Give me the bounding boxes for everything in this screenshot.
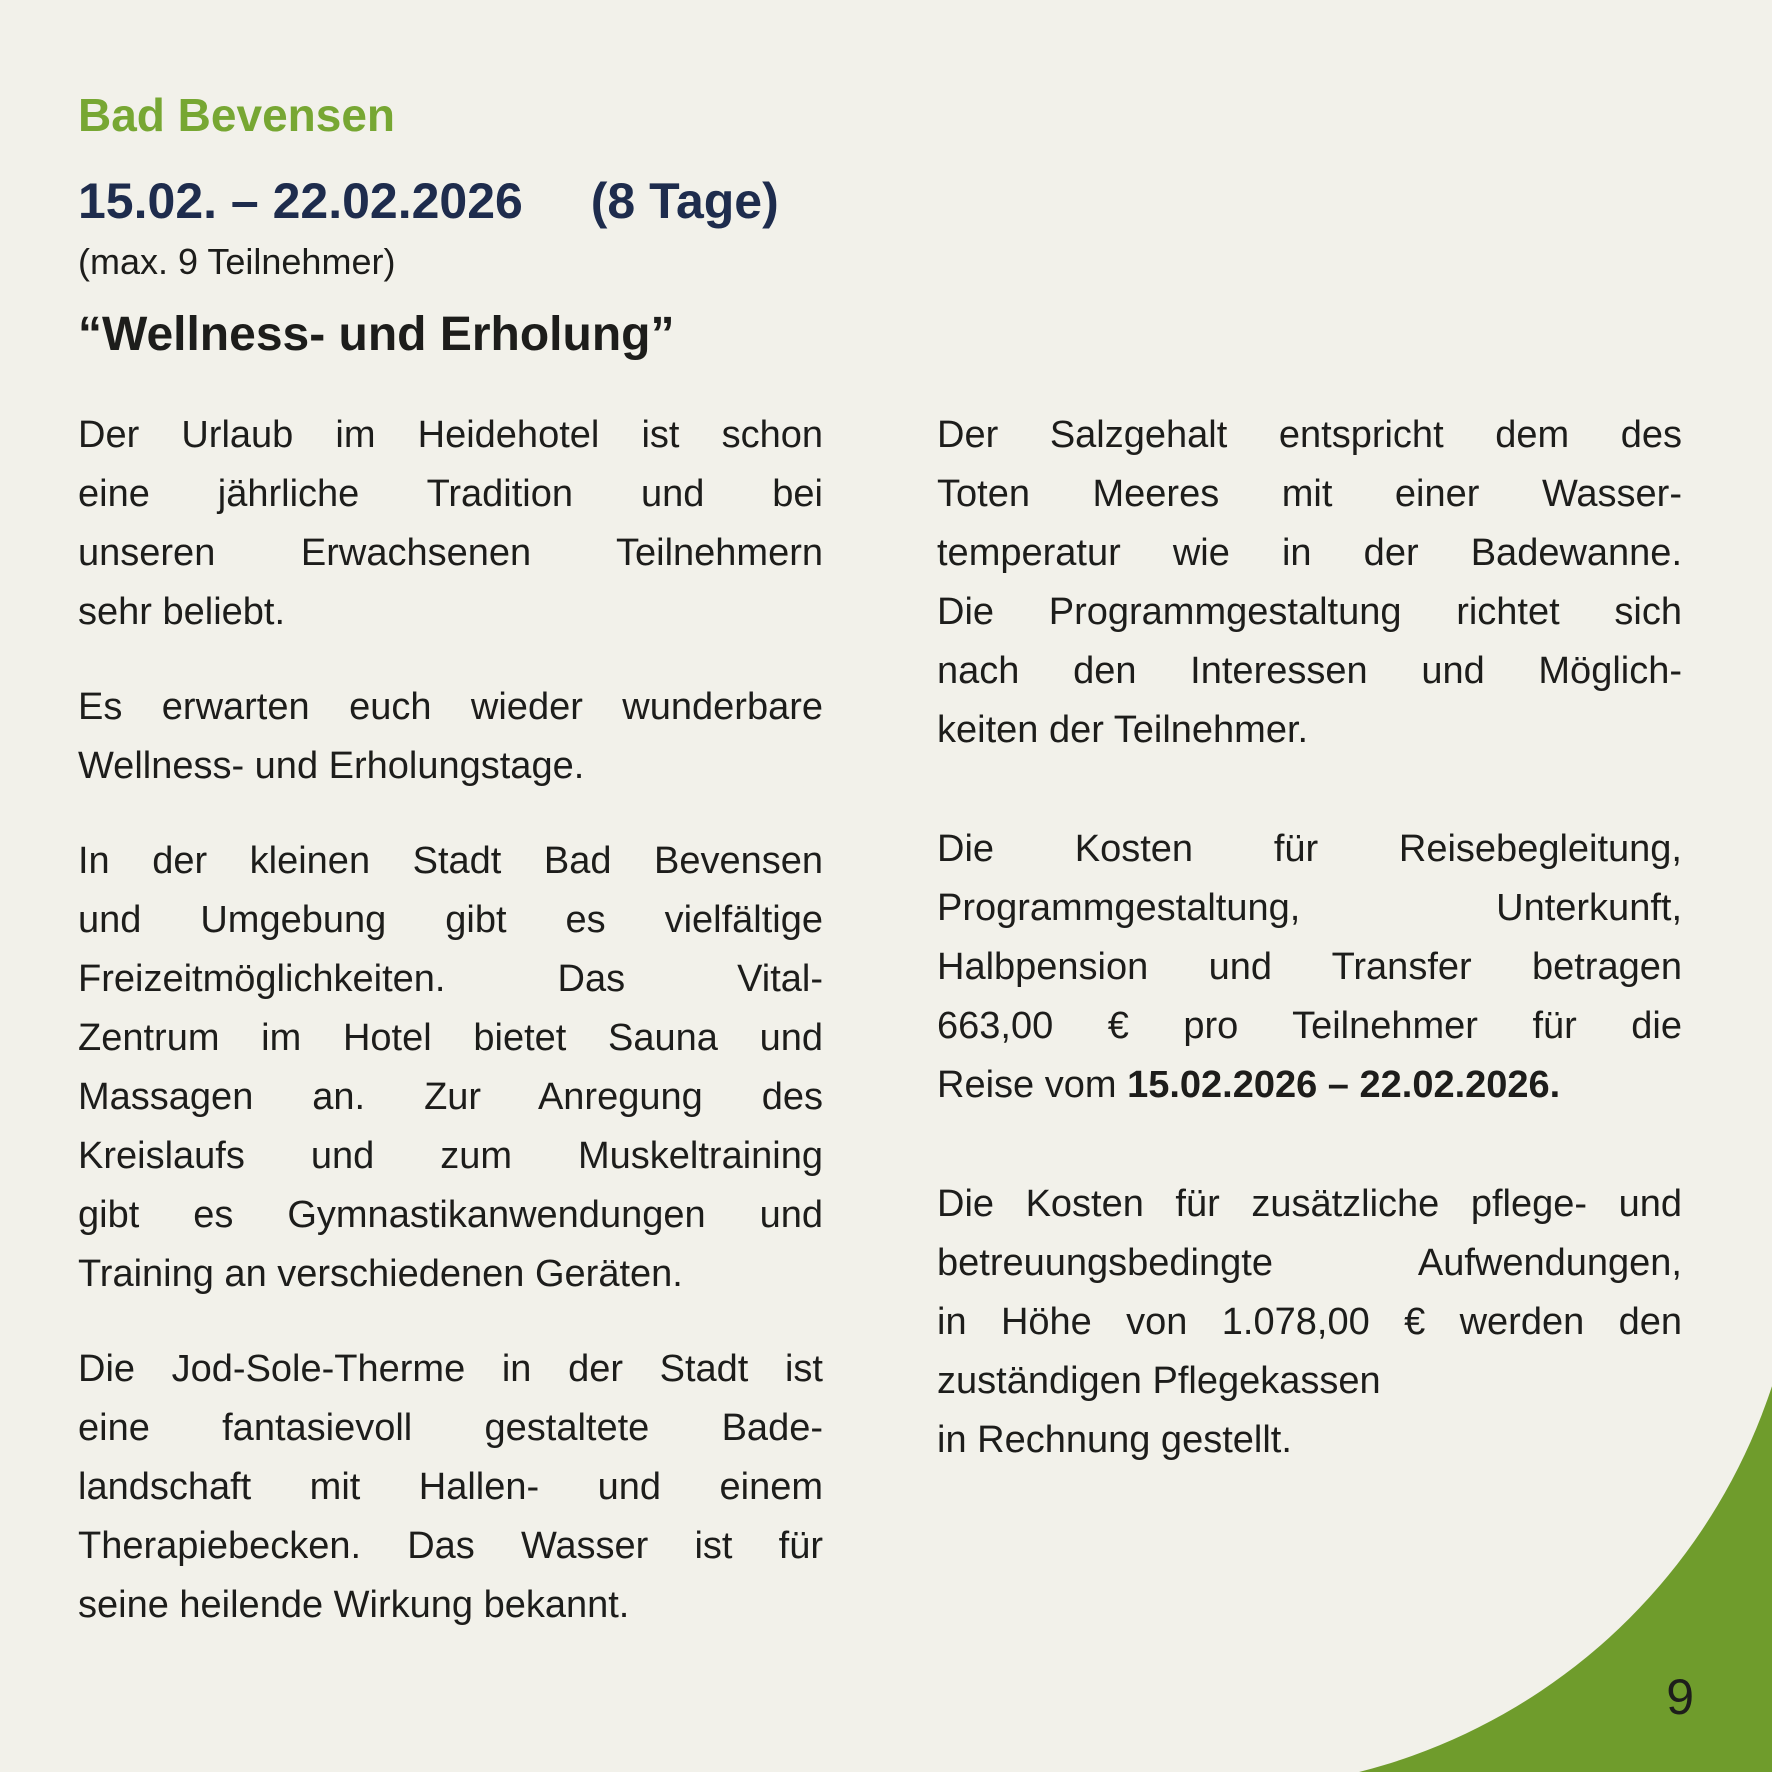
body-line: eine jährliche Tradition und bei [78, 473, 823, 515]
body-line: Wellness- und Erholungstage. [78, 745, 585, 787]
body-line: in Rechnung gestellt. [937, 1419, 1292, 1461]
paragraph [78, 406, 823, 642]
body-line: Therapiebecken. Das Wasser ist für [78, 1525, 823, 1567]
paragraph [937, 820, 1682, 1115]
body-line: Kreislaufs und zum Muskeltraining [78, 1135, 823, 1177]
body-line: eine fantasievoll gestaltete Bade- [78, 1407, 823, 1449]
body-line: In der kleinen Stadt Bad Bevensen [78, 840, 823, 882]
body-line: Toten Meeres mit einer Wasser- [937, 473, 1682, 515]
body-line: Der Urlaub im Heidehotel ist schon [78, 414, 823, 456]
body-line: in Höhe von 1.078,00 € werden den [937, 1301, 1682, 1343]
column-right [937, 406, 1682, 1671]
body-line: nach den Interessen und Möglich- [937, 650, 1682, 692]
date-range: 15.02. – 22.02.2026 [78, 173, 523, 229]
body-columns [78, 406, 1682, 1671]
trip-title: “Wellness- und Erholung” [78, 308, 675, 361]
body-line: Halbpension und Transfer betragen [937, 946, 1682, 988]
body-line: betreuungsbedingte Aufwendungen, [937, 1242, 1682, 1284]
body-line: gibt es Gymnastikanwendungen und [78, 1194, 823, 1236]
body-line: Die Kosten für Reisebegleitung, [937, 828, 1682, 870]
body-line: Massagen an. Zur Anregung des [78, 1076, 823, 1118]
body-line: Reise vom 15.02.2026 – 22.02.2026. [937, 1064, 1561, 1106]
body-line: Zentrum im Hotel bietet Sauna und [78, 1017, 823, 1059]
body-line: Es erwarten euch wieder wunderbare [78, 686, 823, 728]
location-heading: Bad Bevensen [78, 89, 396, 141]
paragraph [937, 406, 1682, 760]
body-line: temperatur wie in der Badewanne. [937, 532, 1682, 574]
paragraph [78, 678, 823, 796]
body-line: unseren Erwachsenen Teilnehmern [78, 532, 823, 574]
date-line [78, 174, 779, 229]
body-line: und Umgebung gibt es vielfältige [78, 899, 823, 941]
body-line: Programmgestaltung, Unterkunft, [937, 887, 1682, 929]
body-line: Der Salzgehalt entspricht dem des [937, 414, 1682, 456]
capacity-note: (max. 9 Teilnehmer) [78, 241, 396, 282]
body-line: Training an verschiedenen Geräten. [78, 1253, 683, 1295]
body-line: keiten der Teilnehmer. [937, 709, 1309, 751]
body-line: Die Programmgestaltung richtet sich [937, 591, 1682, 633]
body-line: Die Kosten für zusätzliche pflege- und [937, 1183, 1682, 1225]
duration-label: (8 Tage) [590, 173, 779, 229]
body-line: landschaft mit Hallen- und einem [78, 1466, 823, 1508]
body-line: Freizeitmöglichkeiten. Das Vital- [78, 958, 823, 1000]
body-line: 663,00 € pro Teilnehmer für die [937, 1005, 1682, 1047]
body-line: seine heilende Wirkung bekannt. [78, 1584, 630, 1626]
paragraph [78, 832, 823, 1304]
paragraph [78, 1340, 823, 1635]
body-line: Die Jod-Sole-Therme in der Stadt ist [78, 1348, 823, 1390]
column-left [78, 406, 823, 1671]
page-number: 9 [1666, 1669, 1694, 1725]
paragraph [937, 1175, 1682, 1470]
body-line: zuständigen Pflegekassen [937, 1360, 1381, 1402]
body-line: sehr beliebt. [78, 591, 286, 633]
